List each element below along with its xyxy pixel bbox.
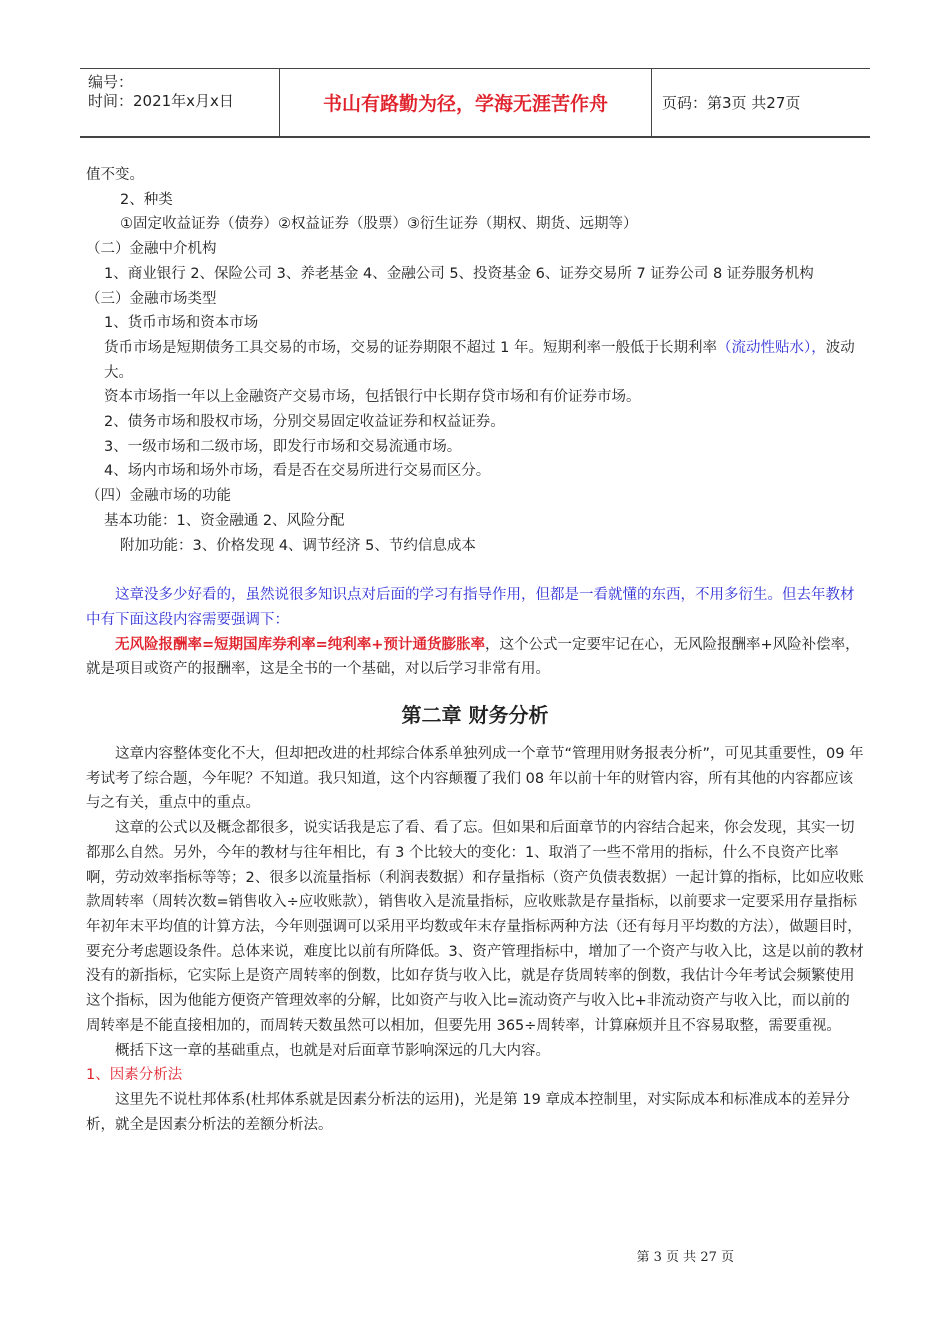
- chapter-one-section: [86, 163, 864, 558]
- content-text: （三）金融市场类型: [86, 290, 217, 307]
- content-text: 1、货币市场和资本市场: [104, 315, 259, 332]
- content-line: [86, 435, 864, 460]
- formula-explanation: ，这个公式一定要牢记在心，无风险报酬率+风险补偿率，就是项目或资产的报酬率，这是全书的一个基础，对以后学习非常有用。: [86, 636, 860, 678]
- content-text-tail: 波动大。: [104, 339, 855, 381]
- chapter-title: 第二章 财务分析: [401, 703, 549, 728]
- section-paragraph: 这里先不说杜邦体系(杜邦体系就是因素分析法的运用)，光是第 19 章成本控制里，对实际成本和标准成本的差异分析，就全是因素分析法的差额分析法。: [86, 1091, 850, 1133]
- content-text: 4、场内市场和场外市场，看是否在交易所进行交易而区分。: [104, 463, 491, 480]
- content-line: [86, 385, 864, 410]
- study-note: 这章没多少好看的，虽然说很多知识点对后面的学习有指导作用，但都是一看就懂的东西，不用多衍生。但去年教材中有下面这段内容需要强调下：: [86, 587, 855, 628]
- page-content: [86, 163, 864, 1137]
- content-line: [86, 163, 864, 188]
- content-text: 3、一级市场和二级市场，即发行市场和交易流通市场。: [104, 438, 462, 455]
- content-text: 附加功能：3、价格发现 4、调节经济 5、节约信息成本: [120, 537, 476, 554]
- content-text: 资本市场指一年以上金融资产交易市场，包括银行中长期存贷市场和有价证券市场。: [104, 389, 641, 406]
- content-line: [86, 212, 864, 237]
- content-line: [86, 410, 864, 435]
- document-number-label: 编号：: [88, 73, 134, 91]
- content-line: [86, 534, 864, 559]
- header-meta: [80, 69, 280, 136]
- content-line: [86, 336, 864, 385]
- content-text: 1、商业银行 2、保险公司 3、养老基金 4、金融公司 5、投资基金 6、证券交易所 7 证券公司 8 证券服务机构: [104, 265, 814, 282]
- page-header: [80, 68, 870, 138]
- content-line: [86, 459, 864, 484]
- header-motto: 书山有路勤为径，学海无涯苦作舟: [280, 69, 652, 136]
- content-text: （二）金融中介机构: [86, 241, 217, 258]
- formula-highlight: 无风险报酬率=短期国库券利率=纯利率+预计通货膨胀率: [115, 636, 485, 653]
- content-line: [86, 484, 864, 509]
- chapter-paragraph: 这章的公式以及概念都很多，说实话我是忘了看、看了忘。但如果和后面章节的内容结合起来，你会发现，其实一切都那么自然。另外，今年的教材与往年相比，有 3 个比较大的变化：1、取消了一些不常用的指标，什么不良资产比率啊，劳动效率指标等等；2、很多以流量指标（利润表数据）和存量指标（资产负债表数据）一起计算的指标，比如应收账款周转率（周转次数=销售收入÷应收账款），销售收入是流量指标，应收账款是存量指标，以前要求一定要采用存量指标年初年末平均值的计算方法，今年则强调可以采用平均数或年末存量指标两种方法（还有每月平均数的方法），做题目时，要充分考虑题设条件。总体来说，难度比以前有所降低。3、资产管理指标中，增加了一个资产与收入比，这是以前的教材没有的新指标，它实际上是资产周转率的倒数，比如存货与收入比，就是存货周转率的倒数，我估计今年考试会频繁使用这个指标，因为他能方便资产管理效率的分解，比如资产与收入比=流动资产与收入比+非流动资产与收入比，而以前的周转率是不能直接相加的，而周转天数虽然可以相加，但要先用 365÷周转率，计算麻烦并且不容易取整，需要重视。: [86, 820, 864, 1034]
- formula-paragraph: [86, 633, 864, 682]
- spacer: [86, 558, 864, 583]
- content-text: 货币市场是短期债务工具交易的市场，交易的证券期限不超过 1 年。短期利率一般低于长期利率: [104, 339, 717, 356]
- content-highlight: （流动性贴水），: [716, 339, 826, 356]
- content-text: 2、种类: [120, 191, 173, 208]
- content-line: [86, 262, 864, 287]
- content-line: [86, 287, 864, 312]
- section-heading: 1、因素分析法: [86, 1067, 183, 1084]
- document-time-label: 时间：2021年x月x日: [88, 92, 234, 110]
- content-text: （四）金融市场的功能: [86, 488, 231, 505]
- content-text: ①固定收益证券（债券）②权益证券（股票）③衍生证券（期权、期货、远期等）: [120, 216, 638, 233]
- content-text: 基本功能：1、资金融通 2、风险分配: [104, 512, 345, 529]
- header-page-label: 页码：第3页 共27页: [662, 94, 801, 112]
- content-line: [86, 237, 864, 262]
- content-line: [86, 311, 864, 336]
- content-text: 值不变。: [86, 167, 144, 183]
- chapter-paragraph: 概括下这一章的基础重点，也就是对后面章节影响深远的几大内容。: [115, 1042, 550, 1059]
- content-line: [86, 509, 864, 534]
- content-line: [86, 188, 864, 213]
- page-footer: 第 3 页 共 27 页: [636, 1250, 734, 1265]
- content-text: 2、债务市场和股权市场，分别交易固定收益证券和权益证券。: [104, 414, 505, 431]
- chapter-paragraph: 这章内容整体变化不大，但却把改进的杜邦综合体系单独列成一个章节“管理用财务报表分析”，可见其重要性，09 年考试考了综合题，今年呢？不知道。我只知道，这个内容颠覆了我们 08 年以前十年的财管内容，所有其他的内容都应该与之有关，重点中的重点。: [86, 746, 864, 812]
